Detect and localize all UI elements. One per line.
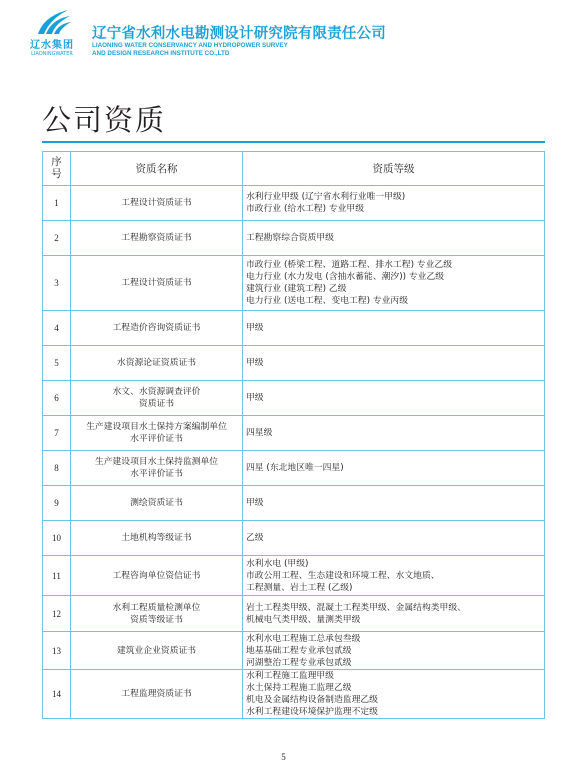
- qualification-level: [243, 521, 545, 556]
- qualification-level: [243, 381, 545, 416]
- qualification-name-line: 工程设计资质证书: [121, 198, 192, 208]
- qualification-level-line: 甲级: [246, 498, 264, 508]
- qualification-name: [71, 381, 243, 416]
- row-number: 1: [43, 186, 71, 221]
- table-row: [43, 221, 545, 256]
- table-row: [43, 186, 545, 221]
- qualification-name-line: 水平评价证书: [130, 434, 183, 444]
- qualification-name-line: 水平评价证书: [130, 469, 183, 479]
- table-row: [43, 556, 545, 596]
- logo-wave-icon: [32, 8, 72, 36]
- qualification-name: [71, 556, 243, 596]
- table-row: [43, 486, 545, 521]
- table-row: [43, 670, 545, 719]
- table-row: [43, 381, 545, 416]
- qualification-level: [243, 256, 545, 311]
- row-number: 6: [43, 381, 71, 416]
- qualification-level: [243, 346, 545, 381]
- qualification-level: [243, 556, 545, 596]
- qualification-name-line: 资质证书: [138, 399, 175, 409]
- qualification-level-line: 甲级: [246, 393, 264, 403]
- qualification-level-line: 甲级: [246, 358, 264, 368]
- qualification-name: [71, 186, 243, 221]
- qualification-level-line: 水利行业甲级 (辽宁省水利行业唯一甲级): [246, 192, 406, 202]
- qualification-level-line: 地基基础工程专业承包贰级: [246, 645, 352, 656]
- qualification-level-line: 市政公用工程、生态建设和环境工程、水文地质、: [246, 570, 440, 581]
- page-title: 公司资质: [42, 103, 167, 137]
- header-no: [43, 152, 71, 186]
- qualification-name-line: 工程监理资质证书: [121, 689, 192, 699]
- qualification-level-line: 机电及金属结构设备制造监理乙级: [246, 695, 378, 705]
- qualification-name-line: 工程咨询单位资信证书: [112, 570, 201, 581]
- qualification-name-line: 工程勘察资质证书: [121, 233, 192, 243]
- qualification-name: [71, 451, 243, 486]
- qualification-name: [71, 632, 243, 670]
- qualification-level-line: 水利工程施工监理甲级: [246, 671, 334, 681]
- qualification-level-line: 工程勘察综合资质甲级: [246, 233, 334, 243]
- qualification-name-line: 土地机构等级证书: [121, 533, 192, 543]
- table-row: [43, 256, 545, 311]
- qualification-level-line: 河湖整治工程专业承包贰级: [246, 657, 352, 668]
- qualification-name-line: 水资源论证资质证书: [116, 358, 197, 368]
- table-row: [43, 521, 545, 556]
- qualification-name: [71, 596, 243, 632]
- qualification-name: [71, 670, 243, 719]
- qualification-name-line: 资质等级证书: [130, 614, 183, 625]
- qualification-level-line: 工程测量、岩土工程 (乙级): [246, 582, 353, 593]
- qualification-name: [71, 486, 243, 521]
- qualification-level: [243, 632, 545, 670]
- table-row: [43, 346, 545, 381]
- logo-name: 辽水集团: [30, 40, 74, 51]
- qualification-level: [243, 670, 545, 719]
- company-name-en: [92, 42, 288, 58]
- qualification-level: [243, 596, 545, 632]
- qualification-level-line: 机械电气类甲级、量测类甲级: [246, 614, 361, 625]
- table-header-row: [43, 152, 545, 186]
- header-level: 资质等级: [243, 152, 545, 186]
- row-number: 3: [43, 256, 71, 311]
- table-row: [43, 416, 545, 451]
- qualification-level-line: 乙级: [246, 533, 264, 543]
- qualification-name-line: 生产建设项目水土保持监测单位: [94, 457, 219, 467]
- qualification-level: [243, 311, 545, 346]
- qualification-level-line: 四星 (东北地区唯一四星): [246, 463, 344, 473]
- table-row: [43, 596, 545, 632]
- qualification-name: [71, 346, 243, 381]
- qualification-level-line: 建筑行业 (建筑工程) 乙级: [246, 284, 347, 294]
- qualification-level-line: 电力行业 (送电工程、变电工程) 专业丙级: [246, 296, 409, 306]
- table-body: [43, 186, 545, 719]
- qualification-level: [243, 486, 545, 521]
- page-header: [0, 0, 567, 64]
- page-number: 5: [281, 752, 286, 762]
- qualification-level: [243, 451, 545, 486]
- row-number: 5: [43, 346, 71, 381]
- qualification-level-line: 市政行业 (桥梁工程、道路工程、排水工程) 专业乙级: [246, 260, 452, 270]
- qualification-level-line: 市政行业 (给水工程) 专业甲级: [246, 204, 365, 214]
- company-name-cn: 辽宁省水利水电勘测设计研究院有限责任公司: [92, 26, 386, 42]
- qualification-name: [71, 311, 243, 346]
- row-number: 10: [43, 521, 71, 556]
- qualification-level: [243, 186, 545, 221]
- qualification-level-line: 水土保持工程施工监理乙级: [246, 683, 352, 693]
- qualification-level: [243, 416, 545, 451]
- qualification-level-line: 岩土工程类甲级、混凝土工程类甲级、金属结构类甲级、: [246, 602, 466, 613]
- qualification-name-line: 水文、水资源调查评价: [112, 387, 201, 397]
- qualification-name-line: 测绘资质证书: [130, 498, 183, 508]
- logo-subtitle: LIAONINGWATER: [31, 51, 73, 57]
- title-divider: [42, 141, 545, 143]
- qualifications-table: [42, 151, 545, 719]
- qualification-name-line: 工程设计资质证书: [121, 278, 192, 288]
- qualification-name-line: 水利工程质量检测单位: [112, 602, 201, 613]
- company-name-en-line2: AND DESIGN RESEARCH INSTITUTE CO.,LTD: [92, 50, 230, 57]
- row-number: 7: [43, 416, 71, 451]
- qualification-level-line: 水利水电 (甲级): [246, 558, 309, 569]
- row-number: 14: [43, 670, 71, 719]
- qualification-name: [71, 521, 243, 556]
- table-row: [43, 451, 545, 486]
- qualification-level-line: 电力行业 (水力发电 (含抽水蓄能、潮汐)) 专业乙级: [246, 272, 445, 282]
- company-name-en-line1: LIAONING WATER CONSERVANCY AND HYDROPOWER SURVEY: [92, 42, 288, 49]
- table-row: [43, 311, 545, 346]
- qualification-name-line: 建筑业企业资质证书: [116, 645, 197, 656]
- qualification-name: [71, 256, 243, 311]
- qualification-name: [71, 221, 243, 256]
- qualification-name-line: 工程造价咨询资质证书: [112, 323, 201, 333]
- row-number: 2: [43, 221, 71, 256]
- header-name: 资质名称: [71, 152, 243, 186]
- row-number: 4: [43, 311, 71, 346]
- qualification-level-line: 水利工程建设环境保护监理不定级: [246, 707, 378, 717]
- qualification-name-line: 生产建设项目水土保持方案编制单位: [86, 422, 227, 432]
- header-no-line1: 序: [51, 156, 62, 168]
- row-number: 9: [43, 486, 71, 521]
- qualification-level-line: 甲级: [246, 323, 264, 333]
- qualification-level: [243, 221, 545, 256]
- table-row: [43, 632, 545, 670]
- row-number: 13: [43, 632, 71, 670]
- header-no-line2: 号: [51, 168, 62, 180]
- company-logo: [24, 8, 80, 62]
- row-number: 12: [43, 596, 71, 632]
- row-number: 11: [43, 556, 71, 596]
- qualification-level-line: 水利水电工程施工总承包叁级: [246, 633, 361, 644]
- qualification-level-line: 四星级: [246, 428, 273, 438]
- qualification-name: [71, 416, 243, 451]
- row-number: 8: [43, 451, 71, 486]
